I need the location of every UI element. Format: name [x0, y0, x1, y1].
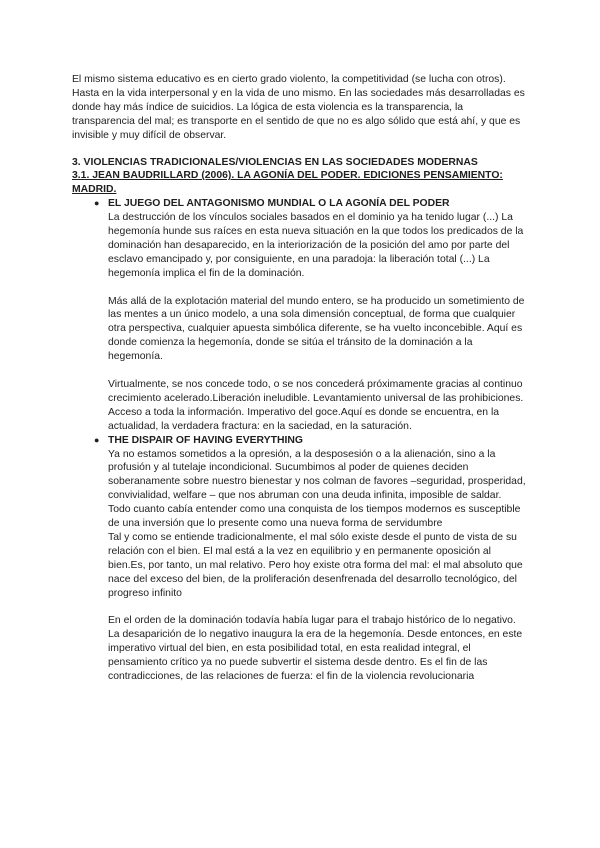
paragraph: Ya no estamos sometidos a la opresión, a la desposesión o a la alienación, sino a la profusión y al tutelaje incondicional. Sucumbimos al poder de quienes deciden soberanamente sobre nuestro bienestar y nos colman de favores –seguridad, prosperidad, convivialidad, welfare – que nos abruman con una deuda infinita, imposible de saldar. [108, 448, 526, 502]
bullet-heading-2 [72, 434, 528, 448]
subsection-heading: 3.1. JEAN BAUDRILLARD (2006). LA AGONÍA DEL PODER. EDICIONES PENSAMIENTO: MADRID. [72, 170, 503, 196]
paragraph: Más allá de la explotación material del mundo entero, se ha producido un sometimiento de las mentes a un único modelo, a una sola dimensión conceptual, de forma que cualquier otra perspectiva, cualquier apuesta simbólica diferente, se ha vuelto inconcebible. Aquí es donde comienza la hegemonía, donde se sitúa el tránsito de la dominación a la hegemonía. [108, 295, 525, 363]
bullet-icon: ● [94, 434, 100, 445]
bullet-heading-1 [72, 197, 528, 211]
document-page [72, 73, 528, 684]
bullet-icon: ● [94, 198, 100, 209]
paragraph: La destrucción de los vínculos sociales basados en el dominio ya ha tenido lugar (...) La hegemonía hunde sus raíces en esta nueva situación en la que todos los predicados de la dominación han desaparecido, en la interiorización de la posición del amo por parte del esclavo emancipado y, por consiguiente, en una paradoja: la liberación total (...) La hegemonía implica el fin de la dominación. [108, 212, 524, 279]
paragraph: Virtualmente, se nos concede todo, o se nos concederá próximamente gracias al continuo crecimiento acelerado.Liberación ineludible. Levantamiento universal de las prohibiciones. Acceso a toda la información. Imperativo del goce.Aquí es donde se encuentra, en la actualidad, la verdadera fractura: en la saciedad, en la saturación. [108, 379, 524, 432]
paragraph: En el orden de la dominación todavía había lugar para el trabajo histórico de lo negativo. La desaparición de lo negativo inaugura la era de la hegemonía. Desde entonces, en este imperativo virtual del bien, en esta posibilidad total, en esta realidad integral, el pensamiento crítico ya no puede subvertir el sistema desde dentro. Es el fin de las contradicciones, de las relaciones de fuerza: el fin de la violencia revolucionaria [108, 615, 523, 683]
paragraph: Todo cuanto cabía entender como una conquista de los tiempos modernos es susceptible de una inversión que lo presente como una nueva forma de servidumbre [108, 504, 521, 530]
bullet-title: EL JUEGO DEL ANTAGONISMO MUNDIAL O LA AGONÍA DEL PODER [108, 198, 450, 210]
section-heading: 3. VIOLENCIAS TRADICIONALES/VIOLENCIAS EN LAS SOCIEDADES MODERNAS [72, 156, 478, 168]
bullet-title: THE DISPAIR OF HAVING EVERYTHING [108, 434, 303, 446]
intro-paragraph: El mismo sistema educativo es en cierto grado violento, la competitividad (se lucha con otros). Hasta en la vida interpersonal y en la vida de uno mismo. En las sociedades más desarrolladas es donde hay más índice de suicidios. La lógica de esta violencia es la transparencia, la transparencia del mal; es transporte en el sentido de que no es algo sólido que está ahí, y que es invisible y muy difícil de observar. [72, 74, 525, 141]
paragraph: Tal y como se entiende tradicionalmente, el mal sólo existe desde el punto de vista de su relación con el bien. El mal está a la vez en equilibrio y en permanente oposición al bien.Es, por tanto, un mal relativo. Pero hoy existe otra forma del mal: el mal absoluto que nace del exceso del bien, de la proliferación desenfrenada del desarrollo tecnológico, del progreso infinito [108, 531, 523, 599]
